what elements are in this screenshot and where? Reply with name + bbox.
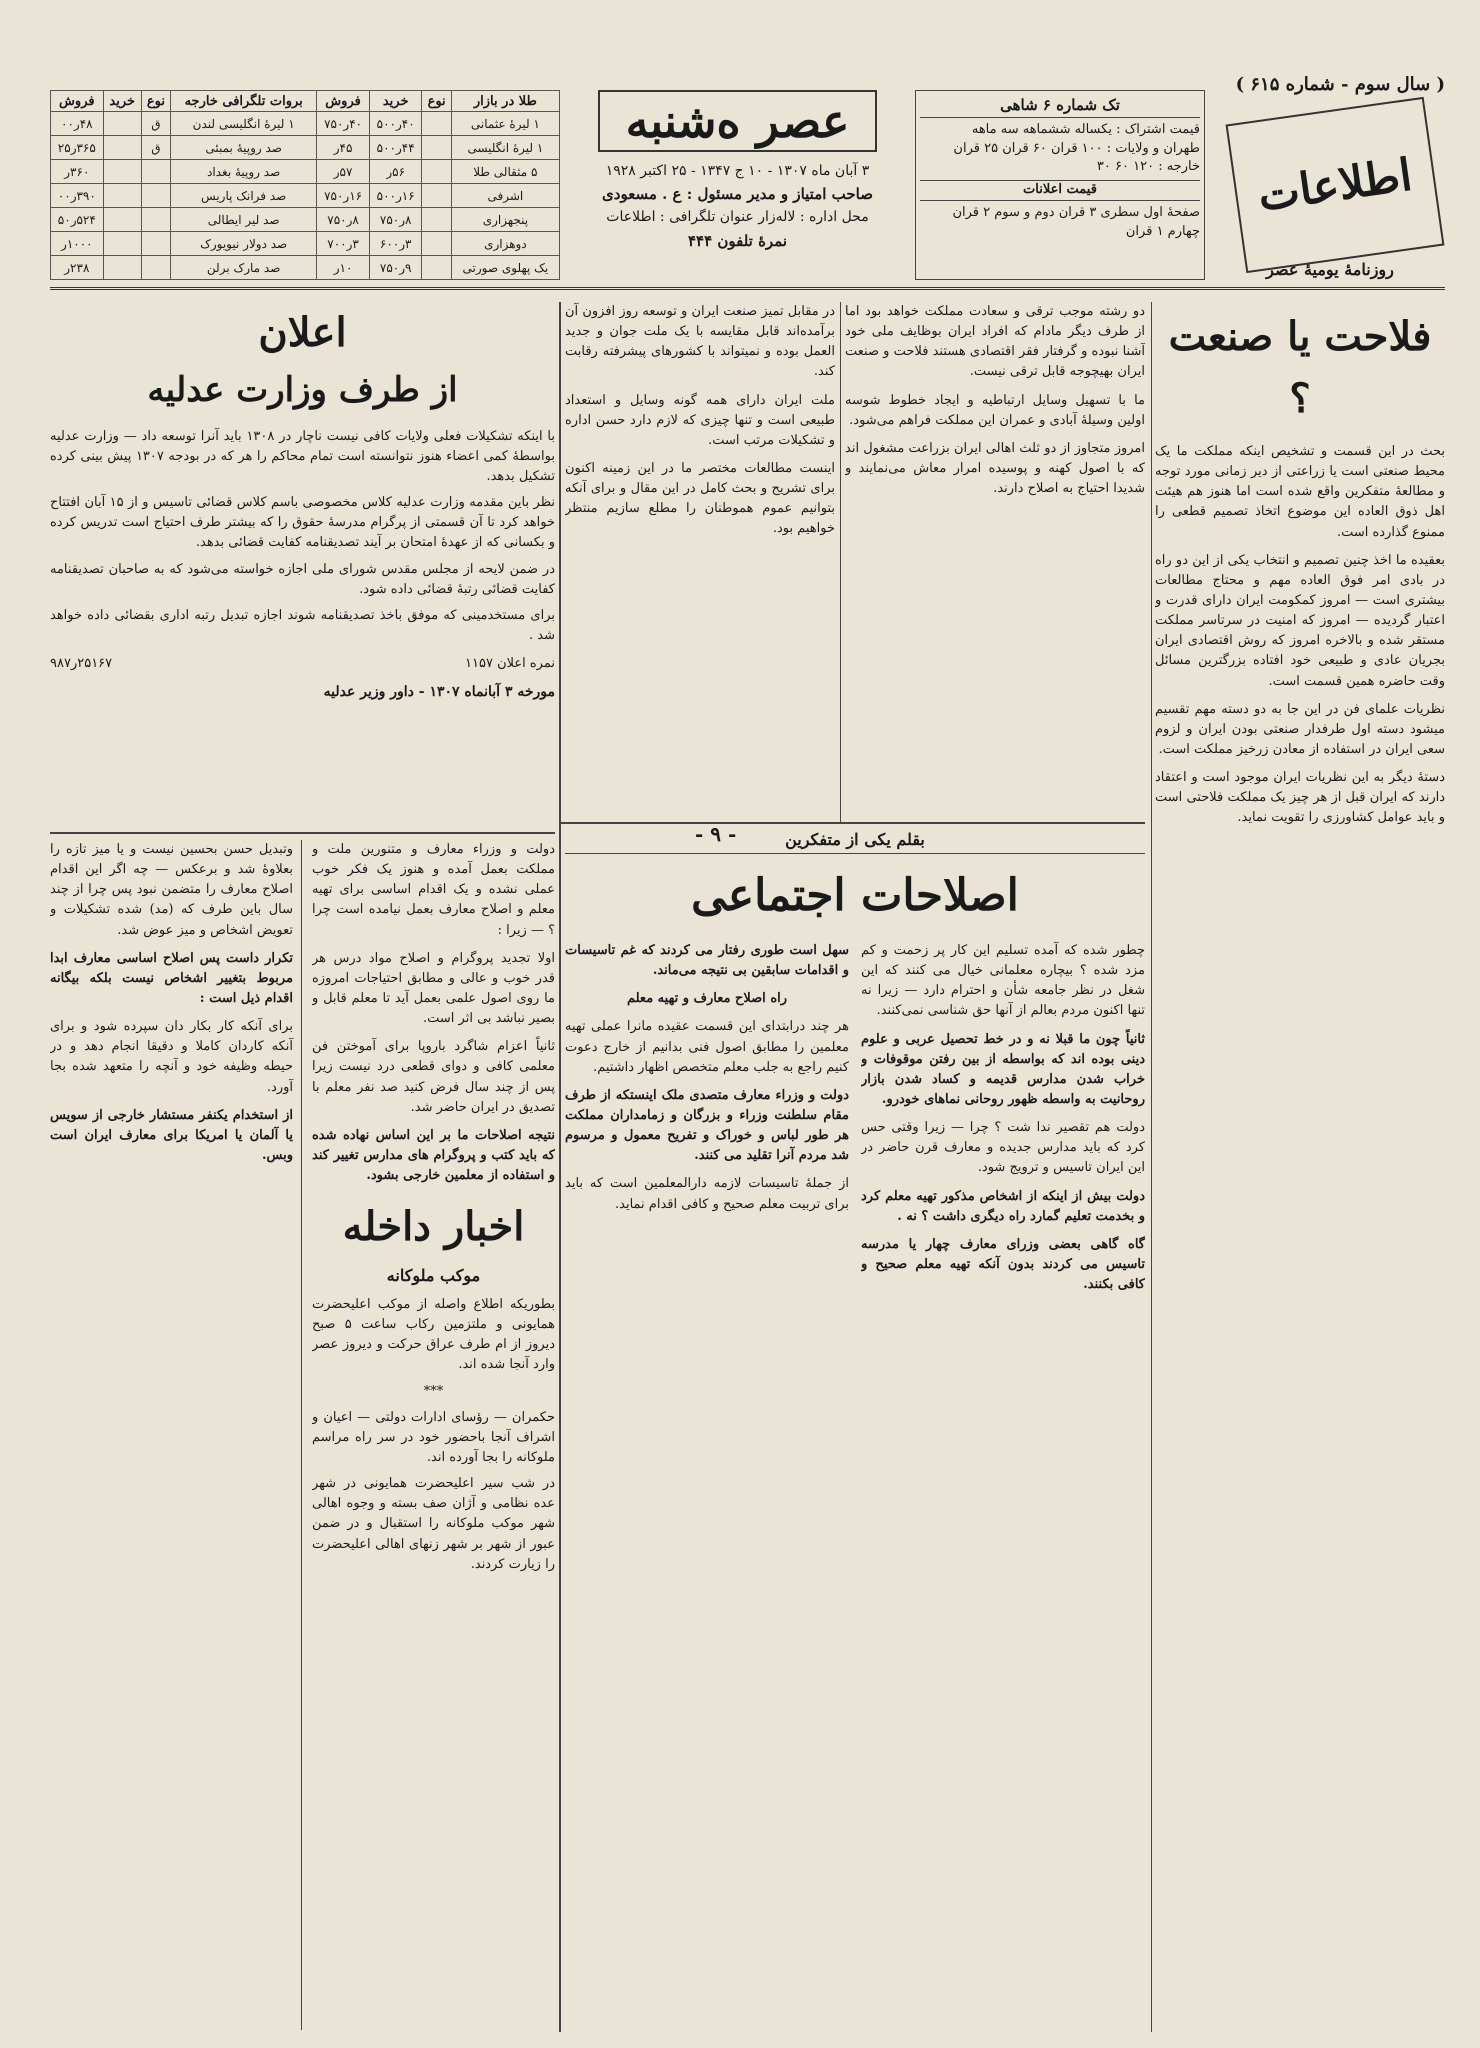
article-title: اصلاحات اجتماعی [691, 870, 1019, 921]
paragraph: دولت بیش از اینکه از اشخاص مذکور تهیه معلم کرد و بخدمت تعلیم گمارد راه دیگری داشت ؟ نه . [861, 1188, 1145, 1224]
rates-cell: ۴۵ر [317, 136, 370, 160]
rates-cell: یک پهلوی صورتی [451, 256, 559, 280]
rates-header-cell: نوع [141, 91, 170, 112]
subscription-box [915, 90, 1205, 280]
paragraph: دولت هم تقصیر ندا شت ؟ چرا — زیرا وقتی حس کرد که باید مدارس جدیده و معارف قرن حاضر در این ایران تاسیس و ترویج شود. [861, 1120, 1145, 1176]
paragraph: اینست مطالعات مختصر ما در این زمینه اکنون برای تشریح و بحث کامل در این مقال و برای آنکه بتوانیم عموم هموطنان را مطلع سازیم منتظر خواهیم بود. [565, 460, 835, 537]
rates-cell: ۱۰۰۰ر [51, 232, 104, 256]
rates-cell: صد لیر ایطالی [171, 208, 317, 232]
announcement-subheading: از طرف وزارت عدلیه [147, 370, 458, 410]
paragraph: ثانیاً اعزام شاگرد باروپا برای آموختن فن معلمی کافی و دوای قطعی درد نیست زیرا پس از چند سال فرض کنید صد نفر معلم با تصدیق در ایران حاضر شد. [312, 1039, 555, 1115]
article-columns [565, 941, 1145, 1981]
section-rule [50, 832, 555, 834]
column-rule [559, 302, 561, 2032]
paper-title: عصر ه‌شنبه [598, 90, 878, 152]
rates-row [51, 256, 560, 280]
article-heading: فلاحت یا صنعت ؟ [1168, 313, 1432, 422]
rates-cell: ۱۶ر۷۵۰ [317, 184, 370, 208]
rates-cell: ۸ر۷۵۰ [369, 208, 422, 232]
rates-cell [141, 232, 170, 256]
rates-header-row [51, 91, 560, 112]
paragraph: برای آنکه کار بکار دان سپرده شود و برای آنکه کاردان کاملا و دقیقا انجام دهد و در حیطه وظیفه خود و آنچه را متعهد شده بجا آورد. [50, 1019, 293, 1095]
date-line: ۳ آبان ماه ۱۳۰۷ - ۱۰ ج ۱۳۴۷ - ۲۵ اکتبر ۱۹۲۸ [605, 163, 870, 179]
announcement-signature: مورخه ۳ آبانماه ۱۳۰۷ - داور وزیر عدلیه [323, 684, 555, 701]
rates-cell [141, 184, 170, 208]
rates-cell [103, 256, 141, 280]
rates-cell: صد روپیهٔ بغداد [171, 160, 317, 184]
rates-cell: ۵۶ر [369, 160, 422, 184]
paragraph: دستهٔ دیگر به این نظریات ایران موجود است و اعتقاد دارند که ایران قبل از هر چیز یک مملکت فلاحتی است و باید عوامل کشاورزی را تقویت نماید. [1155, 770, 1445, 826]
announcement-justice [50, 302, 555, 822]
masthead [50, 70, 1445, 290]
rates-row [51, 184, 560, 208]
paragraph: نظر باین مقدمه وزارت عدلیه کلاس مخصوصی باسم کلاس قضائی تاسیس و از ۱۵ آبان افتتاح خواهد کرد تا آن قسمتی از پرگرام مدرسهٔ حقوق را که بیشتر طرف احتیاج است تدریس کرده و بکسانی که از عهدهٔ امتحان بر آیند تصدیقنامه کفایت قضائی بدهد. [50, 495, 555, 551]
rates-cell: ۲۳۸ر [51, 256, 104, 280]
rates-header-cell: فروش [51, 91, 104, 112]
rates-cell [103, 184, 141, 208]
ads-line: صفحهٔ اول سطری ۳ قران دوم و سوم ۲ قران چهارم ۱ قران [952, 205, 1200, 239]
rates-cell: ۱ لیرهٔ انگلیسی لندن [171, 112, 317, 136]
article-agriculture [1155, 302, 1445, 2032]
subscription-row: طهران و ولایات : ۱۰۰ قران ۶۰ قران ۲۵ قران [953, 140, 1200, 156]
paragraph: برای مستخدمینی که موفق باخذ تصدیقنامه شوند اجازه تبدیل رتبه اداری بقضائی داده خواهد شد . [50, 607, 555, 643]
rates-cell: ۵ مثقالی طلا [451, 160, 559, 184]
paragraph: امروز متجاوز از دو ثلث اهالی ایران بزراعت مشغول اند که با اصول کهنه و پوسیده امرار معاش می‌نمایند و شدیدا احتیاج به اصلاح دارند. [845, 440, 1145, 497]
rates-cell: ۳ر۷۰۰ [317, 232, 370, 256]
rates-row [51, 208, 560, 232]
column-rule [1151, 302, 1152, 2032]
article-column [861, 941, 1145, 1981]
rates-cell: ۴۴ر۵۰۰ [369, 136, 422, 160]
rates-cell: ۵۲۴ر۵۰ [51, 208, 104, 232]
rates-row [51, 232, 560, 256]
separator-stars: *** [423, 1383, 444, 1399]
article-column [565, 941, 849, 1981]
rates-cell [422, 136, 451, 160]
rates-header-cell: خرید [369, 91, 422, 112]
rates-cell: ۳۹۰ر۰۰ [51, 184, 104, 208]
announcement-code: ۲۵۱۶۷ر۹۸۷ [50, 656, 113, 672]
rates-cell: صد روپیهٔ بمبئی [171, 136, 317, 160]
paragraph: تکرار داست پس اصلاح اساسی معارف ابدا مربوط بتغییر اشخاص نیست بلکه بیگانه اقدام ذیل است : [50, 950, 293, 1006]
rates-cell: پنجهزاری [451, 208, 559, 232]
article-continuation-2 [565, 302, 835, 822]
rates-cell: ق [141, 112, 170, 136]
rates-body [51, 112, 560, 280]
subheading: راه اصلاح معارف و تهیه معلم [626, 991, 788, 1007]
paragraph: با اینکه تشکیلات فعلی ولایات کافی نیست ناچار در ۱۳۰۸ باید آنرا توسعه داد — وزارت عدلیه بواسطهٔ کمی اعضاء هنوز نتوانسته است تمام محاکم را هر که در بودجه ۱۳۰۷ پیش بینی کرده تشکیل بدهد. [50, 428, 555, 484]
news-item: حکمران — رؤسای ادارات دولتی — اعیان و اشراف آنجا باحضور خود در سر راه مراسم ملوکانه را بجا آورده اند. [312, 1409, 555, 1466]
paragraph: دو رشته موجب ترقی و سعادت مملکت خواهد بود اما از طرف دیگر مادام که افراد ایران بوظایف ملی خود آشنا نبوده و گرفتار فقر اقتصادی هستند فلاحت و صنعت ایران بهیچوجه قابل ترقی نیست. [845, 304, 1145, 380]
rates-header-cell: خرید [103, 91, 141, 112]
paragraph: هر چند درابتدای این قسمت عقیده مانرا عملی تهیه معلمین را مطابق اصول فنی بدانیم از خارج دعوت کنیم راجع به جلب معلم متخصص اظهار داشتیم. [565, 1019, 849, 1075]
rates-cell [103, 112, 141, 136]
rates-cell: ق [141, 136, 170, 160]
rates-cell [103, 160, 141, 184]
tagline: روزنامهٔ یومیهٔ عصر [1266, 260, 1394, 279]
left-columns [50, 840, 555, 2030]
paragraph: گاه گاهی بعضی وزرای معارف چهار یا مدرسه تاسیس می کردند بدون آنکه تهیه معلم صحیح و کافی بکنند. [861, 1236, 1145, 1293]
rates-cell: ۴۰ر۵۰۰ [369, 112, 422, 136]
left-column [50, 840, 302, 2030]
office-line: محل اداره : لاله‌زار عنوان تلگرافی : اطلاعات [606, 209, 869, 226]
paragraph: چطور شده که آمده تسلیم این کار پر زحمت و کم مزد شده ؟ بیچاره معلمانی خیال می کنند که این شغل در نظر جامعه شأن و احترام دارد — زیرا نه تنها اکنون مردم بعالم از آنها حق شناسی نمی‌کنند. [861, 943, 1145, 1019]
announcement-heading: اعلان [258, 309, 347, 356]
rates-cell [422, 112, 451, 136]
rates-cell: صد دولار نیویورک [171, 232, 317, 256]
section-rule [561, 822, 1145, 824]
article-social-reforms [565, 822, 1145, 2030]
rates-cell [422, 208, 451, 232]
paragraph: اولا تجدید پروگرام و اصلاح مواد درس هر قدر خوب و عالی و مطابق احتیاجات امروزه ما روی اصول علمی بعمل آید تا معلم قابل و بصیر نباشد بی اثر است. [312, 950, 555, 1027]
rates-cell: اشرفی [451, 184, 559, 208]
rates-cell: ۱ لیرهٔ انگلیسی [451, 136, 559, 160]
rates-cell: ۹ر۷۵۰ [369, 256, 422, 280]
section-number: - ۹ - [695, 822, 737, 846]
rates-cell [422, 256, 451, 280]
news-item: بطوریکه اطلاع واصله از موکب اعلیحضرت همایونی و ملتزمین رکاب ساعت ۵ صبح دیروز از ام طرف عراق حرکت و دیروز عصر وارد آنجا شده اند. [312, 1297, 555, 1373]
paragraph: ثانیاً چون ما قبلا نه و در خط تحصیل عربی و علوم دینی بوده اند که بواسطه از بین رفتن موقوفات و خراب شدن مدارس قدیمه و کساد شدن بازار روحانیت به واسطه ظهور روحانی نماهای خودرو. [861, 1031, 1145, 1107]
paragraph: نتیجه اصلاحات ما بر این اساس نهاده شده که باید کتب و پروگرام های مدارس تغییر کند و استفاده از معلمین خارجی بشود. [312, 1127, 555, 1184]
rates-cell: ۳۶۵ر۲۵ [51, 136, 104, 160]
paragraph: بحث در این قسمت و تشخیص اینکه مملکت ما یک محیط صنعتی است یا زراعتی از دیر زمانی مورد توجه و مطالعهٔ متفکرین واقع شده است اما هنوز هم هیئت اهل ذوق العاده این موضوع اتخاذ تصمیم قطعی را ممنوع گذارده است. [1155, 444, 1445, 540]
exchange-rates-table [50, 90, 560, 280]
announcement-footer [50, 654, 555, 674]
paragraph: از جملهٔ تاسیسات لازمه دارالمعلمین است که باید برای تربیت معلم صحیح و کافی اقدام نماید. [565, 1176, 849, 1212]
left-column [312, 840, 555, 2030]
paragraph: دولت و وزراء معارف متصدی ملک اینستکه از طرف مقام سلطنت وزراء و بزرگان و زمامداران مملکت هر طور لباس و خوراک و تفریح معمول و مرسوم شد مردم آنرا تقلید می کنند. [565, 1087, 849, 1164]
rates-cell: دوهزاری [451, 232, 559, 256]
paragraph: در ضمن لایحه از مجلس مقدس شورای ملی اجازه خواسته می‌شود که به صاحبان تصدیقنامه کفایت قضائی رتبهٔ قضائی داده شود. [50, 561, 555, 597]
rates-cell [141, 160, 170, 184]
rates-header-cell: طلا در بازار [451, 91, 559, 112]
paragraph: ملت ایران دارای همه گونه وسایل و استعداد طبیعی است و تنها چیزی که لازم دارد حسن اداره و تشکیلات مرتب است. [565, 392, 835, 448]
newspaper-logo: اطلاعات [1226, 97, 1445, 273]
rates-cell [422, 232, 451, 256]
paragraph: بعقیده ما اخذ چنین تصمیم و انتخاب یکی از این دو راه در بادی امر فوق العاده مهم و محتاج مطالعات بیشتری است — امروز کمکومت ایران دارای قدرت و اعتبار گردیده — امروز که امنیت در سرتاسر مملکت مستقر شده و بالاخره امروز که روش اقتصادی ایران بجریان عادی و طبیعی خود افتاده بزرگترین مسائل وقت حاضره همین قسمت است. [1155, 552, 1445, 689]
phone-line: نمرهٔ تلفون ۴۴۴ [687, 231, 788, 250]
newspaper-page [50, 70, 1445, 2035]
rates-cell: ۸ر۷۵۰ [317, 208, 370, 232]
rates-row [51, 112, 560, 136]
single-issue-price: تک شماره ۶ شاهی [920, 95, 1200, 118]
rates-cell [141, 256, 170, 280]
announcement-number: نمره اعلان ۱۱۵۷ [465, 656, 555, 672]
rates-cell: صد فرانک پاریس [171, 184, 317, 208]
rates-row [51, 136, 560, 160]
news-subheading: موکب ملوکانه [386, 1266, 481, 1286]
paragraph: در مقابل تمیز صنعت ایران و توسعه روز افزون آن برآمده‌اند قابل مقایسه با یک ملت جوان و جدید العمل بوده و نمیتواند با کشورهای پیشرفته رقابت کند. [565, 304, 835, 380]
subscription-title: قیمت اشتراک : یکساله ششماهه سه ماهه [971, 121, 1200, 137]
rates-cell: ۱۰ر [317, 256, 370, 280]
paragraph: سهل است طوری رفتار می کردند که غم تاسیسات و اقدامات سابقین بی نتیجه می‌ماند. [565, 943, 849, 979]
rates-cell: ۱ لیرهٔ عثمانی [451, 112, 559, 136]
rates-cell [103, 232, 141, 256]
rates-cell [422, 184, 451, 208]
rates-row [51, 160, 560, 184]
paragraph: دولت و وزراء معارف و متنورین ملت و مملکت بعمل آمده و هنوز یک فکر خوب عملی نشده و یک اقدام اساسی برای تهیه معلم و اصلاح معارف بعمل نیامده است چرا ؟ — زیرا : [312, 842, 555, 938]
ads-title: قیمت اعلانات [920, 180, 1200, 201]
article-continuation [845, 302, 1145, 822]
title-box [575, 90, 900, 280]
subscription-row: خارجه : ۱۲۰ ۶۰ ۳۰ [1096, 159, 1200, 175]
rates-cell [103, 136, 141, 160]
left-section [50, 840, 555, 2030]
rates-cell [422, 160, 451, 184]
owner-line: صاحب امتیاز و مدیر مسئول : ع . مسعودی [602, 185, 873, 204]
news-item: در شب سیر اعلیحضرت همایونی در شهر عده نظامی و آژان صف بسته و وجوه اهالی شهر موکب ملوکانه را استقبال و در ضمن عبور از شهر بر شهر زنهای اهالی اعلیحضرت را زیارت کردند. [312, 1476, 555, 1572]
rates-cell: ۴۰ر۷۵۰ [317, 112, 370, 136]
issue-number: ( سال سوم - شماره ۶۱۵ ) [1235, 74, 1445, 95]
rates-header-cell: فروش [317, 91, 370, 112]
rates-cell: صد مارک برلن [171, 256, 317, 280]
paragraph: نظریات علمای فن در این جا به دو دسته مهم تقسیم میشود دسته اول طرفدار صنعتی بودن ایران و لزوم سعی ایران در استفاده از معادن زرخیز مملکت است. [1155, 701, 1445, 757]
rates-cell [103, 208, 141, 232]
article-author: بقلم یکی از متفکرین [565, 830, 1145, 854]
rates-cell: ۴۸ر۰۰ [51, 112, 104, 136]
rates-cell: ۱۶ر۵۰۰ [369, 184, 422, 208]
news-heading: اخبار داخله [342, 1203, 525, 1251]
rates-cell [141, 208, 170, 232]
paragraph: از استخدام یکنفر مستشار خارجی از سویس یا آلمان یا امریکا برای معارف ایران است وبس. [50, 1107, 293, 1163]
column-rule [840, 302, 841, 822]
rates-header-cell: بروات تلگرافی خارجه [171, 91, 317, 112]
rates-cell: ۳ر۶۰۰ [369, 232, 422, 256]
rates-cell: ۳۶۰ر [51, 160, 104, 184]
paragraph: وتبدیل حسن بحسین نیست و یا میز تازه را بعلاوهٔ شد و برعکس — چه اگر این اقدام اصلاح معارف را متضمن نبود پس چرا از چند سال باین طرف که (مد) شده تشکیلات و تعویض اشخاص و میز عوض شد. [50, 842, 293, 938]
rates-header-cell: نوع [422, 91, 451, 112]
rates-cell: ۵۷ر [317, 160, 370, 184]
paragraph: ما با تسهیل وسایل ارتباطیه و ایجاد خطوط شوسه اولین وسیلهٔ آبادی و عمران این مملکت فراهم می‌شود. [845, 392, 1145, 428]
